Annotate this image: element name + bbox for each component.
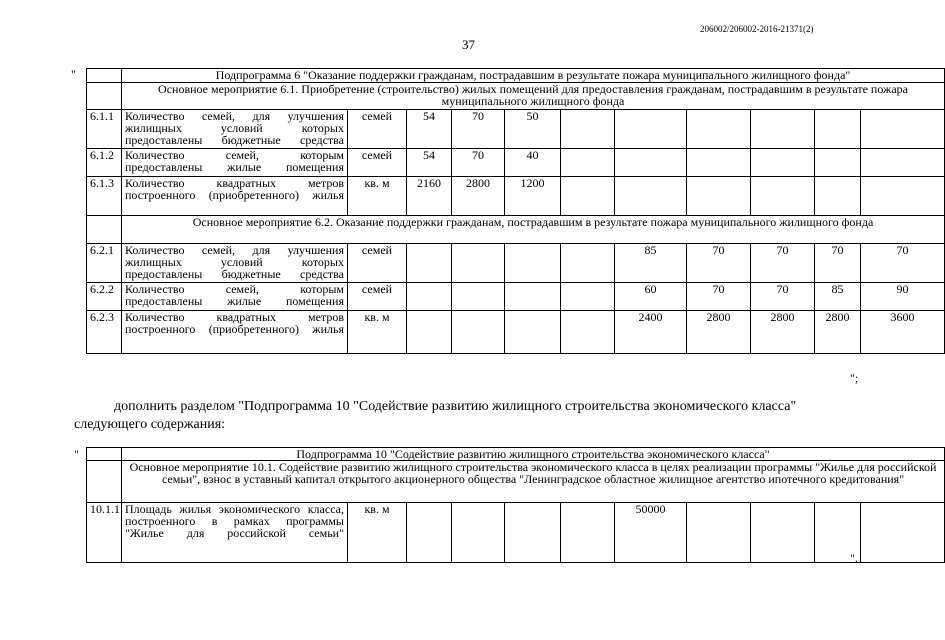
value-cell <box>861 110 945 149</box>
value-cell <box>687 503 751 563</box>
value-cell: 2800 <box>452 177 505 216</box>
row-number: 6.2.2 <box>87 283 122 311</box>
unit-of-measure: семей <box>348 110 407 149</box>
value-cell: 70 <box>687 283 751 311</box>
value-cell: 54 <box>407 110 452 149</box>
value-cell <box>751 177 815 216</box>
value-cell: 70 <box>751 283 815 311</box>
value-cell <box>751 149 815 177</box>
row-number: 6.1.3 <box>87 177 122 216</box>
measure-6-2-title: Основное мероприятие 6.2. Оказание поддержки гражданам, пострадавшим в результате пожара муниципального жилищного фонда <box>122 216 945 244</box>
row-number: 6.2.3 <box>87 311 122 354</box>
value-cell <box>407 503 452 563</box>
value-cell <box>561 244 615 283</box>
value-cell <box>452 311 505 354</box>
value-cell <box>407 244 452 283</box>
value-cell <box>751 110 815 149</box>
value-cell <box>561 149 615 177</box>
value-cell: 70 <box>687 244 751 283</box>
unit-of-measure: кв. м <box>348 177 407 216</box>
value-cell <box>452 503 505 563</box>
unit-of-measure: семей <box>348 244 407 283</box>
value-cell: 2160 <box>407 177 452 216</box>
value-cell <box>751 503 815 563</box>
value-cell: 2800 <box>815 311 861 354</box>
row-number: 6.2.1 <box>87 244 122 283</box>
value-cell: 50000 <box>615 503 687 563</box>
value-cell <box>861 503 945 563</box>
table-row <box>87 110 945 149</box>
value-cell: 54 <box>407 149 452 177</box>
table2-open-quote: " <box>74 447 79 461</box>
value-cell: 90 <box>861 283 945 311</box>
value-cell <box>615 110 687 149</box>
subprogram-10-table <box>86 447 945 563</box>
subprogram-6-table <box>86 68 945 354</box>
paragraph-line-2: следующего содержания: <box>74 417 226 432</box>
row-number: 10.1.1 <box>87 503 122 563</box>
value-cell <box>861 177 945 216</box>
paragraph-line-1: дополнить разделом "Подпрограмма 10 "Содействие развитию жилищного строительства экономического класса" <box>114 399 797 414</box>
value-cell <box>815 149 861 177</box>
indicator-name: Количество семей, для улучшения жилищных условий которых предоставлены бюджетные средства <box>122 244 348 283</box>
value-cell: 50 <box>505 110 561 149</box>
value-cell <box>452 244 505 283</box>
value-cell: 85 <box>815 283 861 311</box>
table-row <box>87 244 945 283</box>
value-cell: 1200 <box>505 177 561 216</box>
row-number: 6.1.1 <box>87 110 122 149</box>
value-cell: 85 <box>615 244 687 283</box>
value-cell <box>687 149 751 177</box>
unit-of-measure: кв. м <box>348 503 407 563</box>
table-row <box>87 177 945 216</box>
document-id: 206002/206002-2016-21371(2) <box>700 24 814 34</box>
table-row <box>87 311 945 354</box>
value-cell <box>687 177 751 216</box>
indicator-name: Площадь жилья экономического класса, построенного в рамках программы "Жилье для российской семьи" <box>122 503 348 563</box>
value-cell <box>505 244 561 283</box>
value-cell <box>505 311 561 354</box>
value-cell: 70 <box>751 244 815 283</box>
value-cell: 3600 <box>861 311 945 354</box>
value-cell <box>561 311 615 354</box>
value-cell: 2800 <box>687 311 751 354</box>
value-cell <box>407 311 452 354</box>
subprogram-6-title: Подпрограмма 6 "Оказание поддержки гражданам, пострадавшим в результате пожара муниципального жилищного фонда" <box>122 69 945 83</box>
table2-close-mark: ". <box>850 551 858 565</box>
value-cell <box>561 110 615 149</box>
value-cell: 70 <box>815 244 861 283</box>
indicator-name: Количество квадратных метров построенного (приобретенного) жилья <box>122 311 348 354</box>
measure-10-1-title: Основное мероприятие 10.1. Содействие развитию жилищного строительства экономического класса в целях реализации программы "Жилье для российской семьи", взнос в уставный капитал открытого акционерного общества "Ленинградское областное жилищное агентство ипотечного кредитования" <box>122 461 945 503</box>
value-cell <box>452 283 505 311</box>
value-cell <box>561 283 615 311</box>
table1-close-mark: "; <box>850 371 859 385</box>
value-cell: 70 <box>452 110 505 149</box>
value-cell <box>815 177 861 216</box>
value-cell <box>815 110 861 149</box>
unit-of-measure: семей <box>348 149 407 177</box>
table-row <box>87 503 945 563</box>
value-cell <box>561 503 615 563</box>
indicator-name: Количество семей, для улучшения жилищных условий которых предоставлены бюджетные средства <box>122 110 348 149</box>
value-cell <box>687 110 751 149</box>
indicator-name: Количество квадратных метров построенного (приобретенного) жилья <box>122 177 348 216</box>
indicator-name: Количество семей, которым предоставлены жилые помещения <box>122 283 348 311</box>
table-row <box>87 283 945 311</box>
table-row <box>87 149 945 177</box>
value-cell: 60 <box>615 283 687 311</box>
value-cell: 70 <box>861 244 945 283</box>
value-cell <box>505 283 561 311</box>
measure-6-1-title: Основное мероприятие 6.1. Приобретение (строительство) жилых помещений для предоставления гражданам, пострадавшим в результате пожара муниципального жилищного фонда <box>122 83 945 110</box>
value-cell <box>861 149 945 177</box>
unit-of-measure: семей <box>348 283 407 311</box>
value-cell <box>407 283 452 311</box>
value-cell <box>561 177 615 216</box>
row-number: 6.1.2 <box>87 149 122 177</box>
value-cell <box>505 503 561 563</box>
value-cell <box>615 149 687 177</box>
page-number: 37 <box>462 37 475 52</box>
subprogram-10-title: Подпрограмма 10 "Содействие развитию жилищного строительства экономического класса" <box>122 448 945 461</box>
value-cell: 2400 <box>615 311 687 354</box>
value-cell <box>615 177 687 216</box>
value-cell: 2800 <box>751 311 815 354</box>
indicator-name: Количество семей, которым предоставлены жилые помещения <box>122 149 348 177</box>
value-cell: 70 <box>452 149 505 177</box>
value-cell: 40 <box>505 149 561 177</box>
unit-of-measure: кв. м <box>348 311 407 354</box>
table1-open-quote: " <box>71 67 76 81</box>
